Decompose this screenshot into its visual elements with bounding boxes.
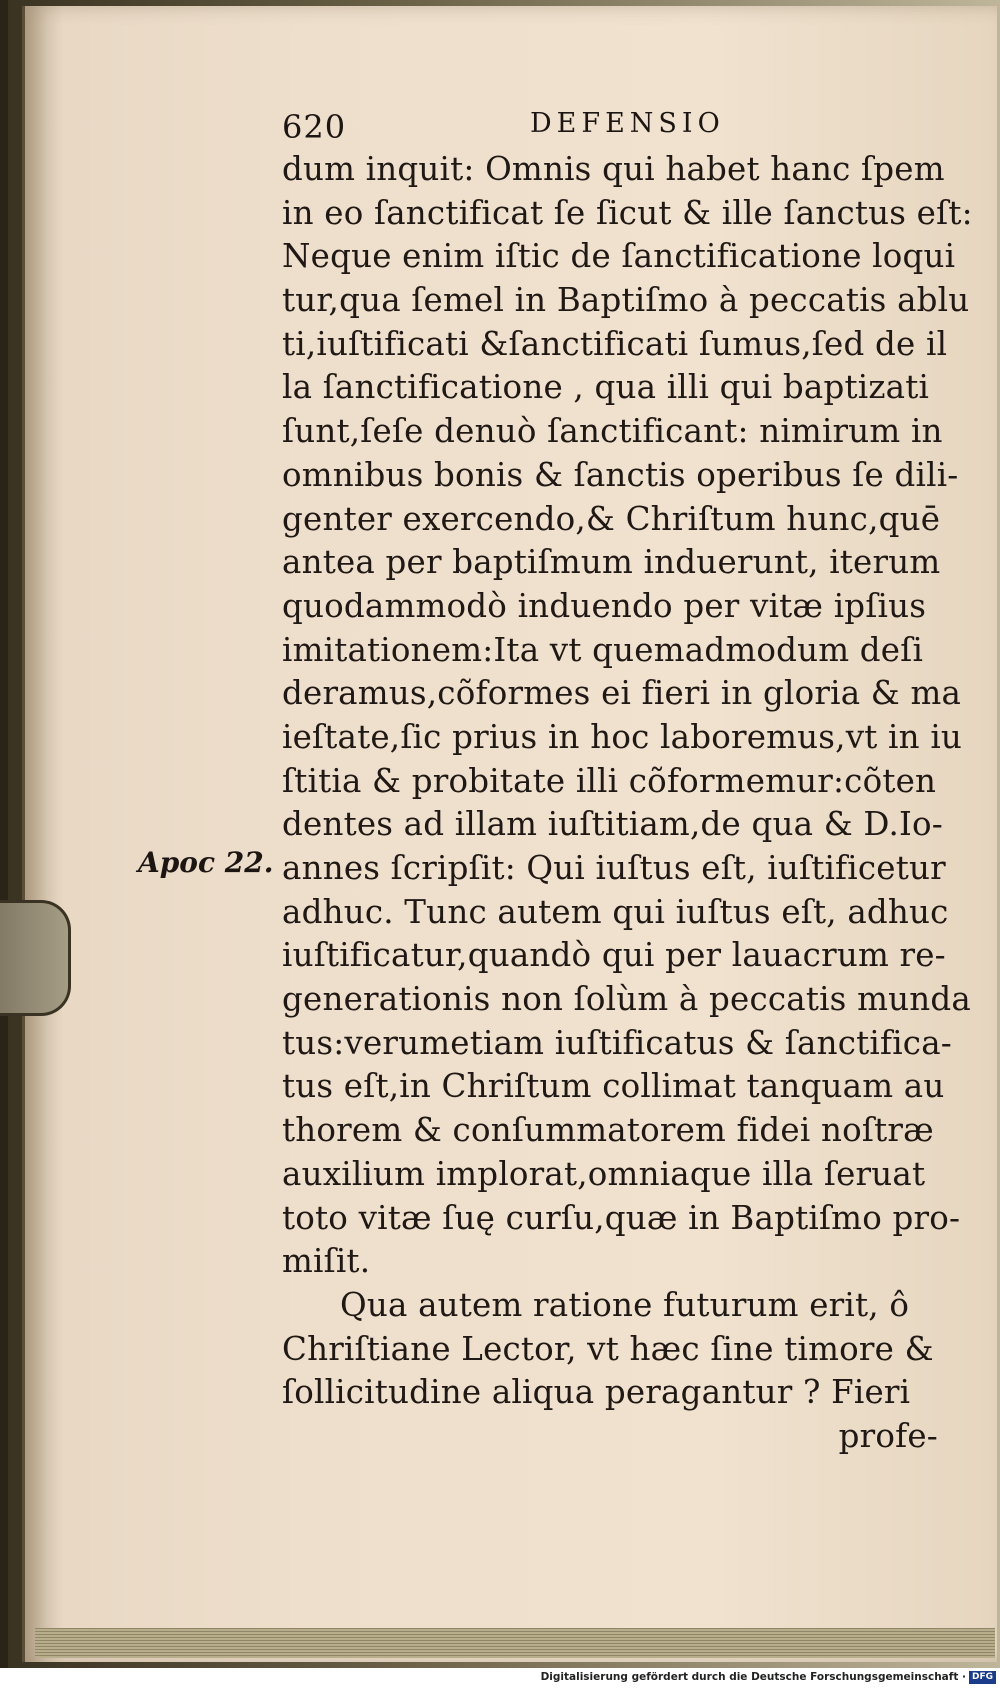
- page-header: [282, 108, 922, 148]
- text-line: dum inquit: Omnis qui habet hanc ſpem: [282, 150, 945, 188]
- text-line: auxilium implorat,omniaque illa ſeruat: [282, 1154, 926, 1193]
- text-line: imitationem:Ita vt quemadmodum deſi: [282, 630, 924, 669]
- text-line: genter exercendo,& Chriſtum hunc,quē: [282, 499, 941, 538]
- text-line: in eo ſanctificat ſe ſicut & ille ſanctus eſt:: [282, 193, 973, 232]
- running-head: DEFENSIO: [530, 108, 725, 139]
- text-line: deramus,cõformes ei fieri in gloria & ma: [282, 674, 962, 713]
- text-line: thorem & conſummatorem fidei noſtræ: [282, 1111, 934, 1150]
- digitization-footer: [0, 1668, 1000, 1688]
- text-line: ieſtate,ſic prius in hoc laboremus,vt in iu: [282, 717, 963, 756]
- text-line: omnibus bonis & ſanctis operibus ſe dili-: [282, 455, 959, 494]
- text-line: ſunt,ſeſe denuò ſanctificant: nimirum in: [282, 412, 943, 451]
- text-line: miſit.: [282, 1242, 371, 1281]
- text-line: ti,iuſtificati &ſanctificati ſumus,ſed de il: [282, 324, 948, 363]
- book-clasp: [0, 900, 71, 1016]
- text-line: dentes ad illam iuſtitiam,de qua & D.Io-: [282, 805, 943, 844]
- text-line: quodammodò induendo per vitæ ipſius: [282, 586, 927, 625]
- text-line: la ſanctificatione , qua illi qui baptizati: [282, 368, 930, 407]
- margin-note: Apoc 22.: [138, 846, 274, 879]
- text-line: tus eſt,in Chriſtum collimat tanquam au: [282, 1067, 945, 1106]
- text-line: toto vitæ ſuę curſu,quæ in Baptiſmo pro-: [282, 1198, 961, 1237]
- body-text: [282, 148, 973, 1459]
- text-line: generationis non ſolùm à peccatis munda: [282, 980, 971, 1019]
- text-line: adhuc. Tunc autem qui iuſtus eſt, adhuc: [282, 892, 949, 931]
- page-number: 620: [282, 108, 347, 146]
- text-line: antea per baptiſmum induerunt, iterum: [282, 543, 941, 582]
- text-line: tur,qua ſemel in Baptiſmo à peccatis ablu: [282, 281, 970, 320]
- page-stack-edge: [35, 1628, 995, 1658]
- text-line: Neque enim iſtic de ſanctificatione loqui: [282, 237, 956, 276]
- text-line: annes ſcripſit: Qui iuſtus eſt, iuſtificetur: [282, 849, 946, 887]
- text-line: iuſtificatur,quandò qui per lauacrum re-: [282, 936, 946, 975]
- text-line: Chriſtiane Lector, vt hæc ſine timore &: [282, 1329, 934, 1368]
- text-line: tus:verumetiam iuſtificatus & ſanctifica-: [282, 1023, 952, 1062]
- text-line: ſollicitudine aliqua peragantur ? Fieri: [282, 1373, 911, 1412]
- paragraph-start-line: Qua autem ratione futurum erit, ô: [340, 1285, 910, 1324]
- catchword: profe-: [838, 1416, 938, 1455]
- dfg-credit: Digitalisierung gefördert durch die Deutsche Forschungsgemeinschaft ·: [540, 1671, 966, 1683]
- dfg-logo-icon: DFG: [969, 1671, 996, 1684]
- text-line: ſtitia & probitate illi cõformemur:cõten: [282, 761, 937, 800]
